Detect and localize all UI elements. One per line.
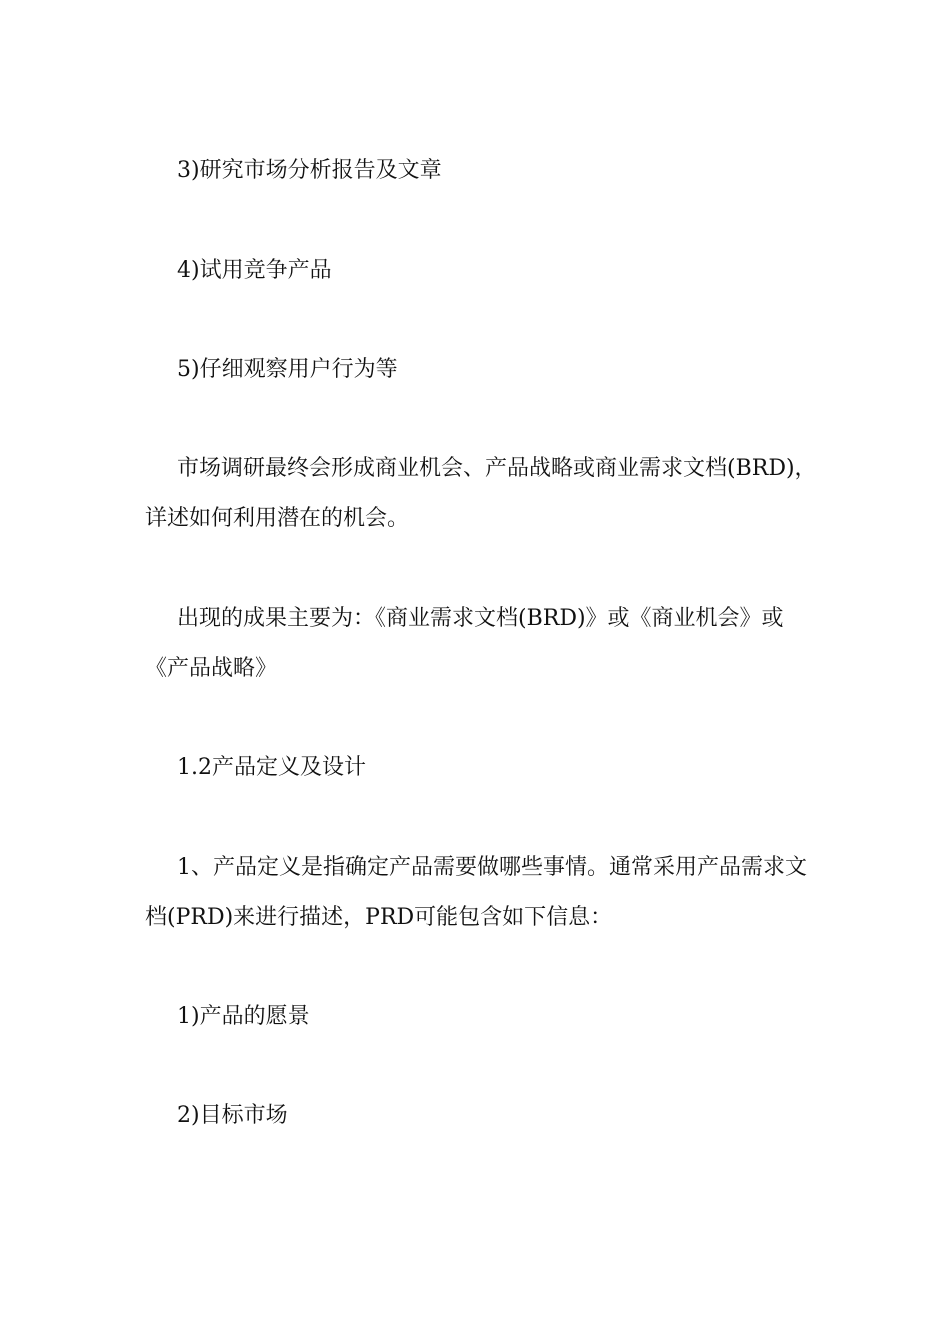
section-heading-product-definition: 1.2产品定义及设计 — [177, 755, 366, 780]
paragraph-product-definition: 1、产品定义是指确定产品需要做哪些事情。通常采用产品需求文档(PRD)来进行描述，PRD可能包含如下信息： — [145, 855, 807, 930]
paragraph-market-research-result: 市场调研最终会形成商业机会、产品战略或商业需求文档(BRD)，详述如何利用潜在的机会。 — [145, 456, 817, 531]
paragraph-outcomes: 出现的成果主要为：《商业需求文档(BRD)》或《商业机会》或《产品战略》 — [145, 606, 784, 681]
list-item-target-market: 2)目标市场 — [177, 1103, 288, 1128]
list-item-observe-users: 5)仔细观察用户行为等 — [177, 357, 398, 382]
list-item-research-reports: 3)研究市场分析报告及文章 — [177, 158, 442, 183]
list-item-trial-competitors: 4)试用竞争产品 — [177, 258, 332, 283]
list-item-product-vision: 1)产品的愿景 — [177, 1004, 310, 1029]
